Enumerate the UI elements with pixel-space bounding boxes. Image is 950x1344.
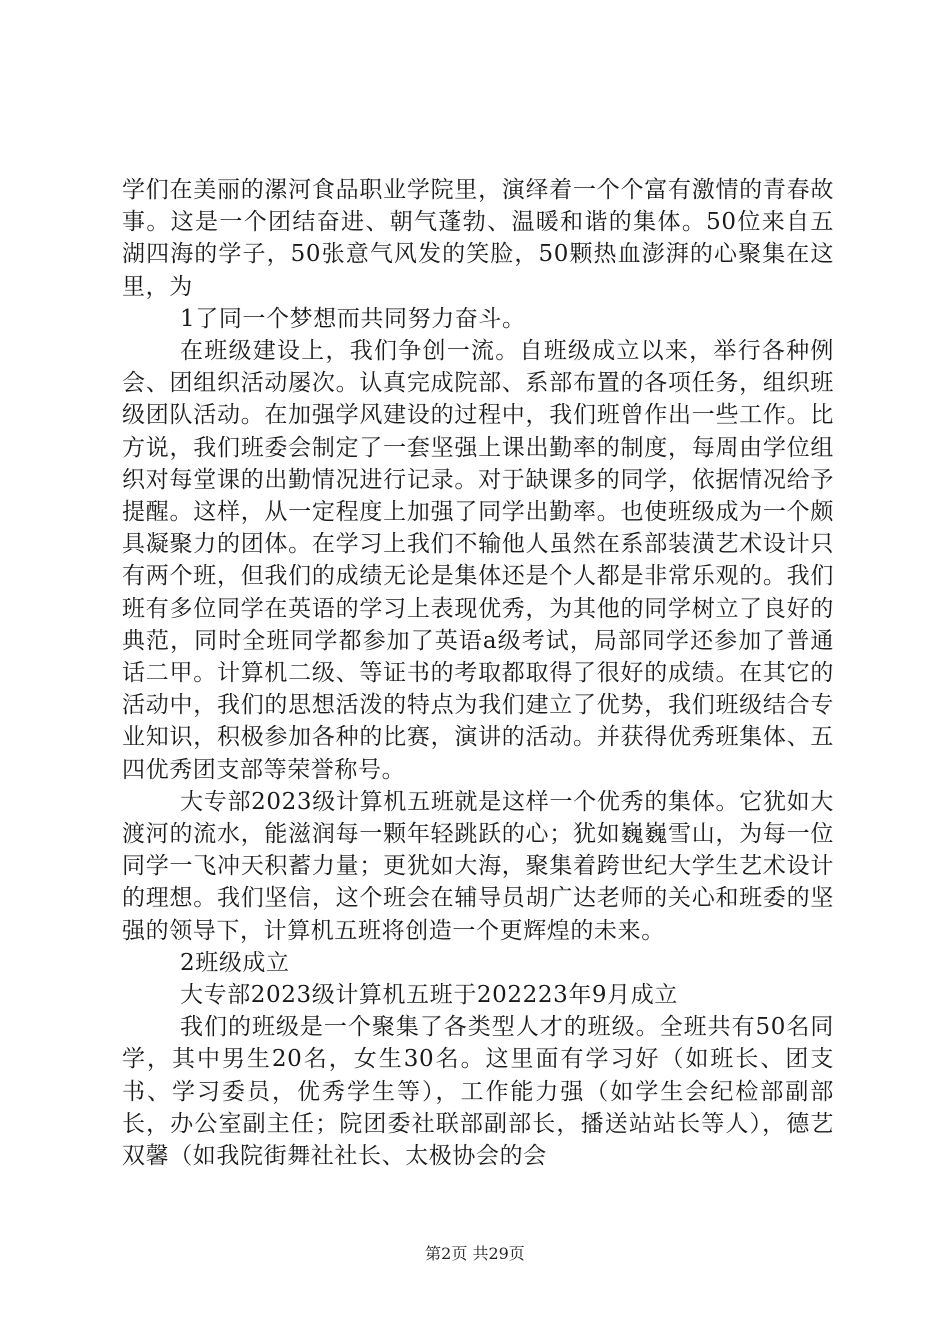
paragraph-founding-date: 大专部2023级计算机五班于202223年9月成立: [180, 982, 678, 1009]
paragraph-class-members: 我们的班级是一个聚集了各类型人才的班级。全班共有50名同学，其中男生20名，女生30名。这里面有学习好（如班长、团支书、学习委员，优秀学生等），工作能力强（如学生会纪检部副部长，办公室副主任；院团委社联部副部长，播送站站长等人），德艺双馨（如我院街舞社社长、太极协会的会: [122, 1014, 834, 1170]
paragraph-intro-continuation: 学们在美丽的漯河食品职业学院里，演绎着一个个富有激情的青春故事。这是一个团结奋进、朝气蓬勃、温暖和谐的集体。50位来自五湖四海的学子，50张意气风发的笑脸，50颗热血澎湃的心聚集在这里，为: [122, 177, 834, 300]
section-heading-class-founding: 2班级成立: [180, 949, 290, 976]
document-body: [122, 174, 834, 1172]
paragraph-dream-line: 1了同一个梦想而共同努力奋斗。: [180, 305, 526, 332]
page-number-footer: 第2页 共29页: [425, 1244, 525, 1263]
paragraph-class-building: 在班级建设上，我们争创一流。自班级成立以来，举行各种例会、团组织活动屡次。认真完成院部、系部布置的各项任务，组织班级团队活动。在加强学风建设的过程中，我们班曾作出一些工作。比方说，我们班委会制定了一套坚强上课出勤率的制度，每周由学位组织对每堂课的出勤情况进行记录。对于缺课多的同学，依据情况给予提醒。这样，从一定程度上加强了同学出勤率。也使班级成为一个颇具凝聚力的团体。在学习上我们不输他人虽然在系部装潢艺术设计只有两个班，但我们的成绩无论是集体还是个人都是非常乐观的。我们班有多位同学在英语的学习上表现优秀，为其他的同学树立了良好的典范，同时全班同学都参加了英语a级考试，局部同学还参加了普通话二甲。计算机二级、等证书的考取都取得了很好的成绩。在其它的活动中，我们的思想活泼的特点为我们建立了优势，我们班级结合专业知识，积极参加各种的比赛，演讲的活动。并获得优秀班集体、五四优秀团支部等荣誉称号。: [122, 338, 834, 783]
paragraph-class-summary: 大专部2023级计算机五班就是这样一个优秀的集体。它犹如大渡河的流水，能滋润每一颗年轻跳跃的心；犹如巍巍雪山，为每一位同学一飞冲天积蓄力量；更犹如大海，聚集着跨世纪大学生艺术设计的理想。我们坚信，这个班会在辅导员胡广达老师的关心和班委的坚强的领导下，计算机五班将创造一个更辉煌的未来。: [122, 788, 834, 944]
